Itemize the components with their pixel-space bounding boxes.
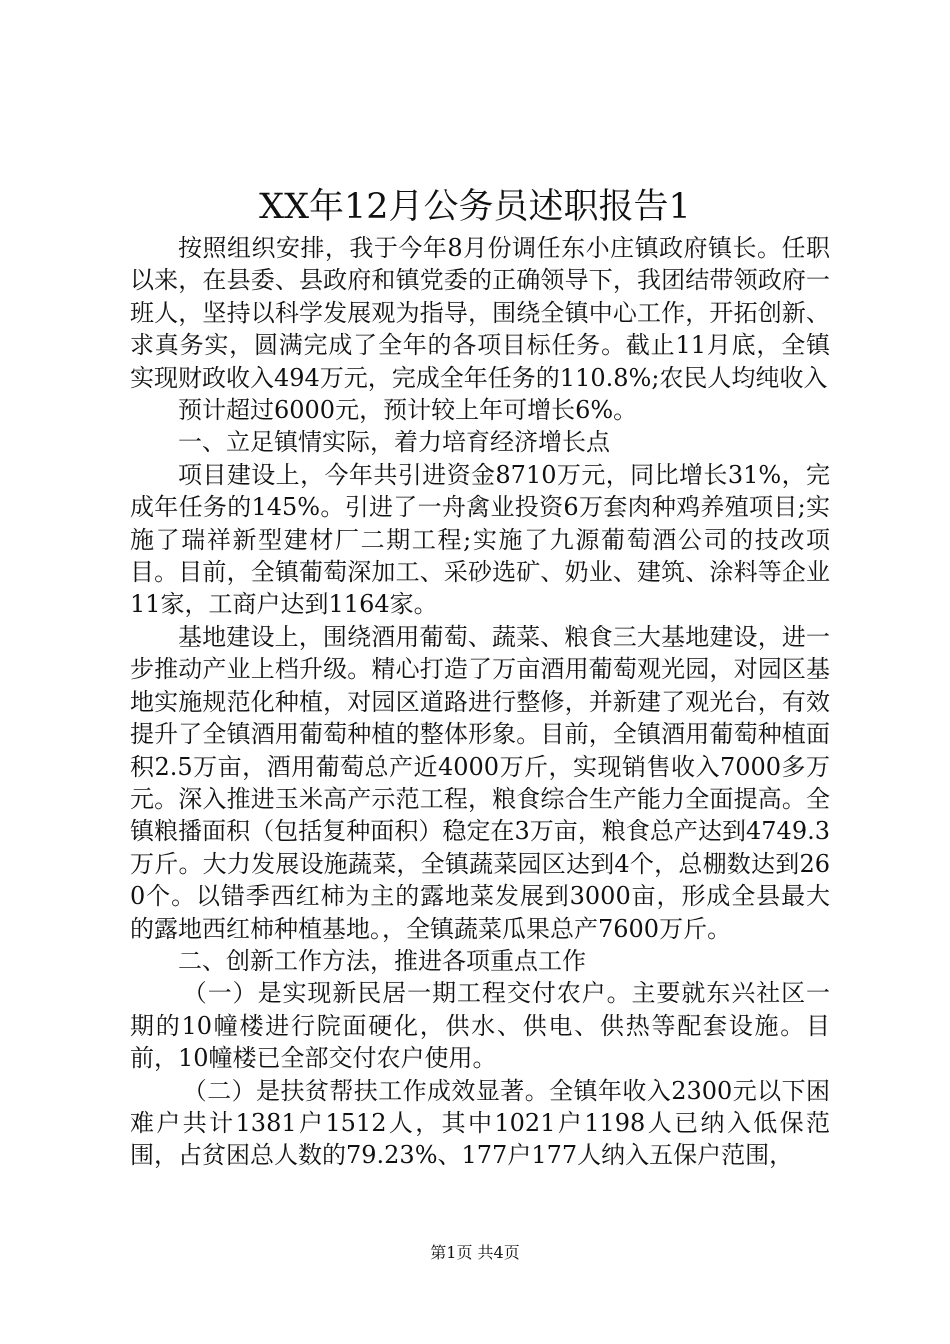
paragraph-project-construction: 项目建设上，今年共引进资金8710万元，同比增长31%，完成年任务的145%。引进了一舟禽业投资6万套肉种鸡养殖项目;实施了瑞祥新型建材厂二期工程;实施了九源葡萄酒公司的技改项目。目前，全镇葡萄深加工、采砂选矿、奶业、建筑、涂料等企业11家，工商户达到1164家。 <box>130 460 830 619</box>
section-heading-1: 一、立足镇情实际，着力培育经济增长点 <box>178 428 610 457</box>
paragraph-base-construction: 基地建设上，围绕酒用葡萄、蔬菜、粮食三大基地建设，进一步推动产业上档升级。精心打造了万亩酒用葡萄观光园，对园区基地实施规范化种植，对园区道路进行整修，并新建了观光台，有效提升了全镇酒用葡萄种植的整体形象。目前，全镇酒用葡萄种植面积2.5万亩，酒用葡萄总产近4000万斤，实现销售收入7000多万元。深入推进玉米高产示范工程，粮食综合生产能力全面提高。全镇粮播面积（包括复种面积）稳定在3万亩，粮食总产达到4749.3万斤。大力发展设施蔬菜，全镇蔬菜园区达到4个，总棚数达到260个。以错季西红柿为主的露地菜发展到3000亩，形成全县最大的露地西红柿种植基地。，全镇蔬菜瓜果总产7600万斤。 <box>130 622 830 943</box>
paragraph-item-1: （一）是实现新民居一期工程交付农户。主要就东兴社区一期的10幢楼进行院面硬化，供水、供电、供热等配套设施。目前，10幢楼已全部交付农户使用。 <box>130 979 830 1073</box>
section-heading-2: 二、创新工作方法，推进各项重点工作 <box>178 946 586 975</box>
paragraph-item-2: （二）是扶贫帮扶工作成效显著。全镇年收入2300元以下困难户共计1381户1512人，其中1021户1198人已纳入低保范围，占贫困总人数的79.23%、177户177人纳入五保户范围， <box>130 1076 830 1170</box>
document-title: XX年12月公务员述职报告1 <box>259 187 691 227</box>
paragraph-income-forecast: 预计超过6000元，预计较上年可增长6%。 <box>178 396 638 425</box>
paragraph-intro: 按照组织安排，我于今年8月份调任东小庄镇政府镇长。任职以来，在县委、县政府和镇党委的正确领导下，我团结带领政府一班人，坚持以科学发展观为指导，围绕全镇中心工作，开拓创新、求真务实，圆满完成了全年的各项目标任务。截止11月底，全镇实现财政收入494万元，完成全年任务的110.8%;农民人均纯收入 <box>130 234 830 392</box>
page-footer: 第1页 共4页 <box>430 1243 520 1262</box>
document-body <box>130 232 830 1172</box>
